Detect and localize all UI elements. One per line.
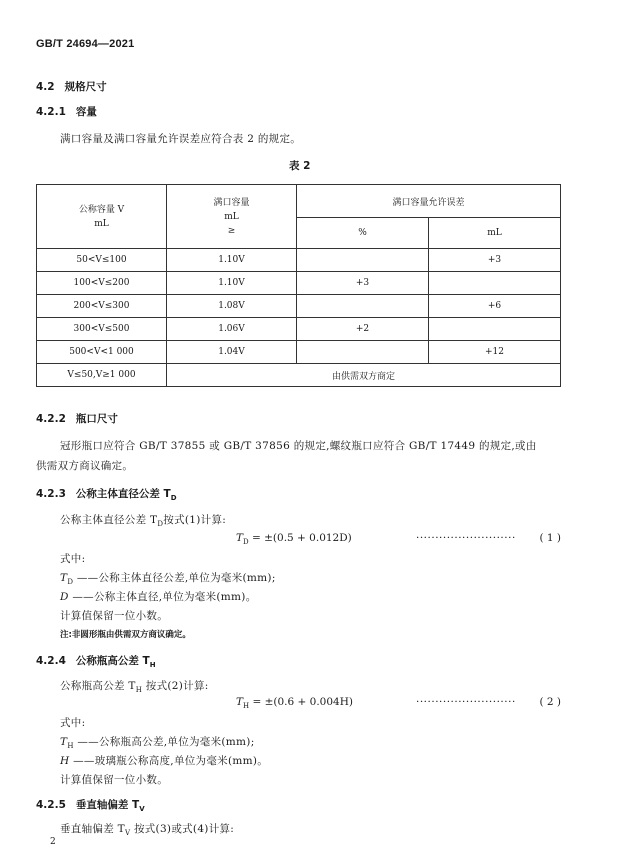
- title-subscript: D: [170, 494, 177, 503]
- title-subscript: H: [149, 661, 156, 670]
- cell-percent: +2: [297, 318, 429, 341]
- cell-capacity: 1.08V: [167, 295, 297, 318]
- cell-range: 500<V<1 000: [37, 341, 167, 364]
- cell-capacity: 1.06V: [167, 318, 297, 341]
- cell-ml: +3: [429, 249, 561, 272]
- cell-percent: [297, 295, 429, 318]
- table-caption: 表 2: [289, 160, 311, 172]
- capacity-table: [36, 184, 561, 387]
- section-title: 瓶口尺寸: [75, 413, 118, 425]
- section-number: 4.2.2: [36, 413, 66, 425]
- note-text: 注:非圆形瓶由供需双方商议确定。: [60, 630, 191, 640]
- cell-capacity: 1.10V: [167, 249, 297, 272]
- section-number: 4.2.5: [36, 799, 66, 811]
- section-4-2-5-heading: [36, 797, 145, 813]
- header-nominal-capacity: 公称容量 V mL: [37, 185, 167, 249]
- cell-capacity: 1.10V: [167, 272, 297, 295]
- section-4-2-heading: [36, 79, 107, 94]
- header-tolerance: 满口容量允许误差: [297, 185, 561, 218]
- table-row: [37, 341, 561, 364]
- cell-range: 50<V≤100: [37, 249, 167, 272]
- page-number: 2: [50, 837, 56, 847]
- formula-expression: $T_D = \pm(0.5 + 0.012D)$: [236, 532, 352, 547]
- cell-percent: +3: [297, 272, 429, 295]
- header-tolerance-ml: mL: [429, 218, 561, 249]
- section-4-2-5-intro: 垂直轴偏差 $T_V$ 按式(3)或式(4)计算:: [60, 823, 235, 838]
- rounding-rule: 计算值保留一位小数。: [60, 774, 168, 786]
- table-row: [37, 295, 561, 318]
- variable-definition: $T_H$ ——公称瓶高公差,单位为毫米(mm);: [60, 736, 255, 751]
- section-number: 4.2: [36, 81, 55, 93]
- formula-number: ( 1 ): [539, 532, 561, 544]
- cell-ml: [429, 272, 561, 295]
- table-row: [37, 272, 561, 295]
- cell-ml: +12: [429, 341, 561, 364]
- cell-percent: [297, 249, 429, 272]
- formula-leader-dots: ··························: [416, 696, 516, 708]
- section-4-2-1-heading: [36, 104, 97, 119]
- title-subscript: V: [139, 805, 145, 814]
- section-title: 公称主体直径公差 T: [75, 488, 171, 500]
- formula-expression: $T_H = \pm(0.6 + 0.004H)$: [236, 696, 353, 711]
- header-tolerance-percent: %: [297, 218, 429, 249]
- section-4-2-2-text-line1: 冠形瓶口应符合 GB/T 37855 或 GB/T 37856 的规定,螺纹瓶口应符合 GB/T 17449 的规定,或由: [60, 440, 537, 452]
- cell-ml: [429, 318, 561, 341]
- cell-range: 100<V≤200: [37, 272, 167, 295]
- variable-definition: $T_D$ ——公称主体直径公差,单位为毫米(mm);: [60, 572, 276, 587]
- cell-capacity: 1.04V: [167, 341, 297, 364]
- table-row: [37, 318, 561, 341]
- section-title: 公称瓶高公差 T: [75, 655, 150, 667]
- cell-range: 200<V≤300: [37, 295, 167, 318]
- rounding-rule: 计算值保留一位小数。: [60, 610, 168, 622]
- section-4-2-2-heading: [36, 411, 118, 426]
- section-title: 规格尺寸: [64, 81, 107, 93]
- section-title: 垂直轴偏差 T: [75, 799, 140, 811]
- variable-definition: H ——玻璃瓶公称高度,单位为毫米(mm)。: [60, 755, 269, 767]
- cell-range: V≤50,V≥1 000: [37, 364, 167, 387]
- formula-number: ( 2 ): [539, 696, 561, 708]
- cell-ml: +6: [429, 295, 561, 318]
- header-full-capacity: 满口容量 mL ≥: [167, 185, 297, 249]
- cell-negotiated-note: 由供需双方商定: [167, 364, 561, 387]
- section-number: 4.2.3: [36, 488, 66, 500]
- cell-range: 300<V≤500: [37, 318, 167, 341]
- section-number: 4.2.4: [36, 655, 66, 667]
- section-4-2-2-text-line2: 供需双方商议确定。: [36, 460, 134, 472]
- section-4-2-4-heading: [36, 653, 156, 669]
- section-4-2-1-text: 满口容量及满口容量允许误差应符合表 2 的规定。: [60, 133, 302, 145]
- section-4-2-3-heading: [36, 486, 177, 502]
- cell-percent: [297, 341, 429, 364]
- table-row: [37, 249, 561, 272]
- section-4-2-3-intro: 公称主体直径公差 $T_D$按式(1)计算:: [60, 514, 227, 529]
- section-title: 容量: [75, 106, 97, 118]
- formula-leader-dots: ··························: [416, 532, 516, 544]
- table-row: [37, 364, 561, 387]
- section-number: 4.2.1: [36, 106, 66, 118]
- section-4-2-4-intro: 公称瓶高公差 $T_H$ 按式(2)计算:: [60, 680, 209, 695]
- variable-definition: D ——公称主体直径,单位为毫米(mm)。: [60, 591, 257, 603]
- standard-id: GB/T 24694—2021: [36, 38, 135, 50]
- where-label: 式中:: [60, 553, 86, 565]
- where-label: 式中:: [60, 717, 86, 729]
